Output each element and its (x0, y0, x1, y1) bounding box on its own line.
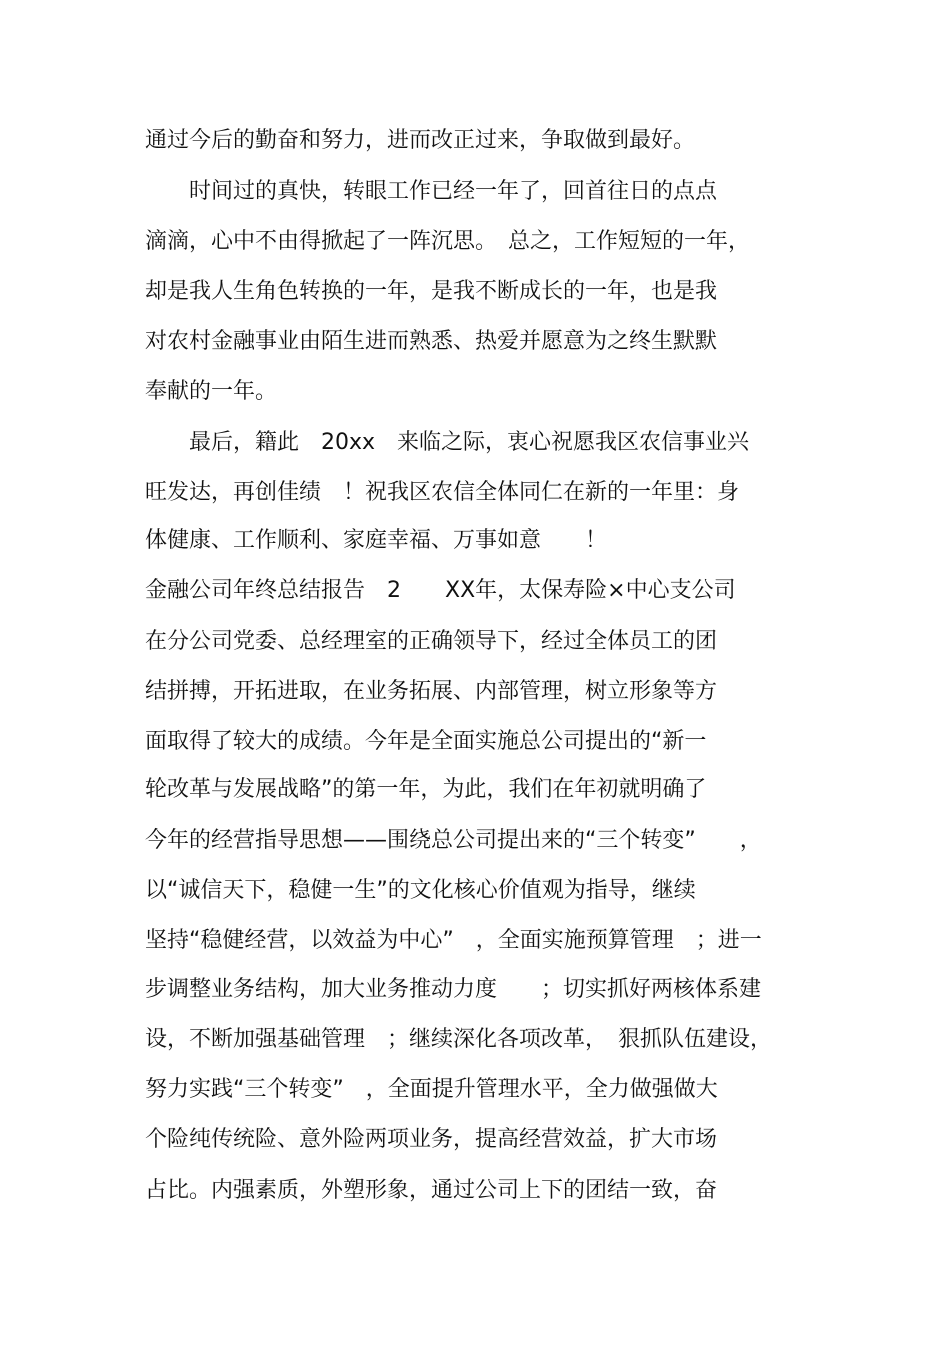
text-line: 以“诚信天下，稳健一生”的文化核心价值观为指导，继续 (145, 878, 696, 903)
text-line: 最后，籍此 20xx 来临之际，衷心祝愿我区农信事业兴 (145, 430, 750, 455)
text-line: 金融公司年终总结报告 2 XX年，太保寿险×中心支公司 (145, 578, 736, 603)
text-line: 轮改革与发展战略”的第一年，为此，我们在年初就明确了 (145, 777, 707, 802)
text-line: 时间过的真快，转眼工作已经一年了，回首往日的点点 (145, 179, 718, 204)
text-line: 对农村金融事业由陌生进而熟悉、热爱并愿意为之终生默默 (145, 329, 718, 354)
text-line: 坚持“稳健经营，以效益为中心” ，全面实施预算管理 ；进一 (145, 928, 762, 953)
text-line: 结拼搏，开拓进取，在业务拓展、内部管理，树立形象等方 (145, 679, 718, 704)
text-line: 今年的经营指导思想——围绕总公司提出来的“三个转变” ， (145, 828, 762, 853)
text-line: 旺发达，再创佳绩 ！祝我区农信全体同仁在新的一年里：身 (145, 480, 740, 505)
text-line: 努力实践“三个转变” ，全面提升管理水平，全力做强做大 (145, 1077, 718, 1102)
text-line: 面取得了较大的成绩。今年是全面实施总公司提出的“新一 (145, 729, 707, 754)
text-line: 奉献的一年。 (145, 379, 278, 404)
text-line: 占比。内强素质，外塑形象，通过公司上下的团结一致，奋 (145, 1178, 718, 1203)
text-line: 步调整业务结构，加大业务推动力度 ；切实抓好两核体系建 (145, 977, 762, 1002)
text-line: 在分公司党委、总经理室的正确领导下，经过全体员工的团 (145, 629, 718, 654)
text-line: 滴滴，心中不由得掀起了一阵沉思。 总之，工作短短的一年， (145, 229, 751, 254)
text-line: 却是我人生角色转换的一年，是我不断成长的一年，也是我 (145, 279, 718, 304)
text-line: 通过今后的勤奋和努力，进而改正过来，争取做到最好。 (145, 128, 696, 153)
text-line: 体健康、工作顺利、家庭幸福、万事如意 ！ (145, 528, 608, 553)
text-line: 个险纯传统险、意外险两项业务，提高经营效益，扩大市场 (145, 1127, 718, 1152)
text-line: 设，不断加强基础管理 ；继续深化各项改革， 狠抓队伍建设， (145, 1027, 773, 1052)
